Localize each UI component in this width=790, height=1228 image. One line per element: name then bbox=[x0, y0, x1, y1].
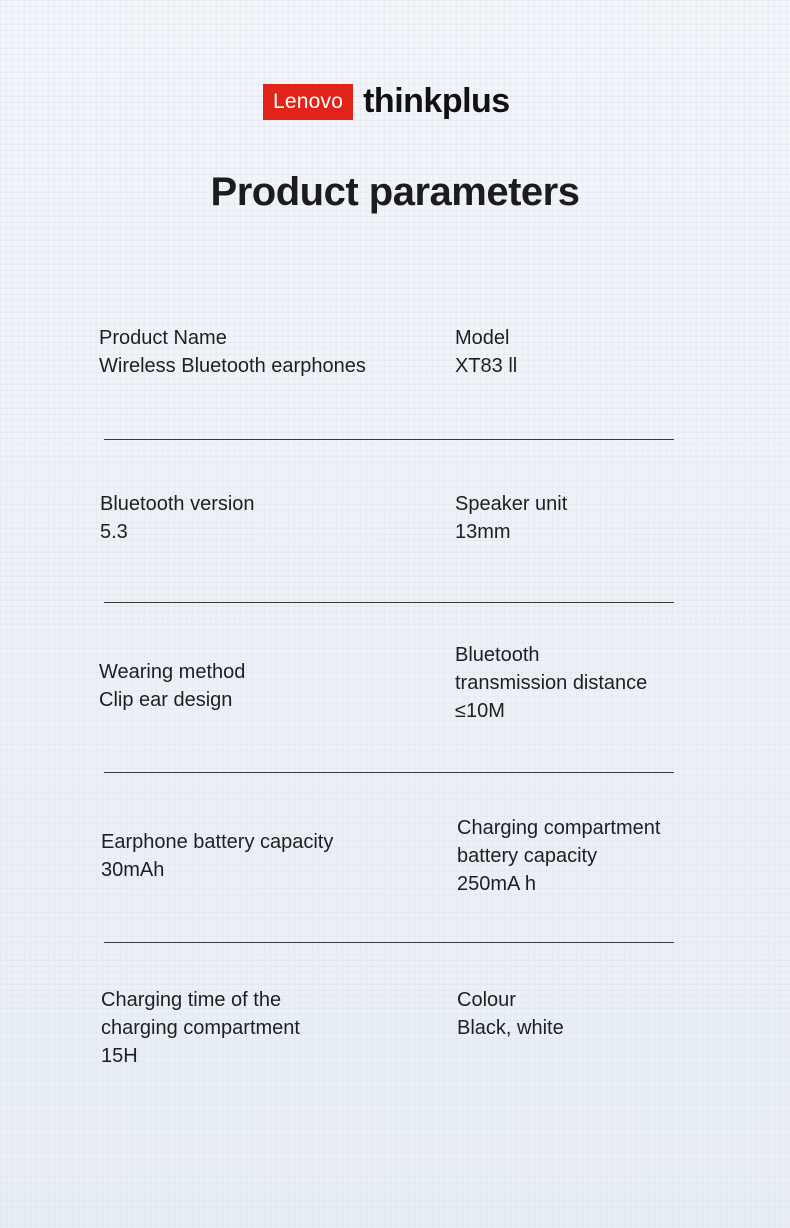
brand-logo bbox=[263, 82, 510, 121]
param-label: Product Name bbox=[99, 327, 227, 349]
thinkplus-logo: thinkplus bbox=[363, 82, 510, 120]
param-charging-time bbox=[101, 986, 300, 1070]
param-value: 250mA h bbox=[457, 873, 536, 895]
param-value: ≤10M bbox=[455, 700, 505, 722]
param-transmission-distance bbox=[455, 641, 647, 725]
row-divider bbox=[104, 772, 674, 773]
param-label-line2: battery capacity bbox=[457, 845, 598, 867]
page-title: Product parameters bbox=[210, 170, 580, 214]
param-label-line2: charging compartment bbox=[101, 1017, 300, 1039]
row-divider bbox=[104, 602, 674, 603]
row-divider bbox=[104, 942, 674, 943]
param-label-line1: Charging compartment bbox=[457, 817, 661, 839]
param-value: 13mm bbox=[455, 521, 511, 543]
param-value: Clip ear design bbox=[99, 689, 233, 711]
param-product-name bbox=[99, 324, 366, 380]
lenovo-logo: Lenovo bbox=[263, 84, 353, 120]
param-earphone-battery bbox=[101, 828, 333, 884]
param-value: XT83 ll bbox=[455, 355, 518, 377]
param-value: Wireless Bluetooth earphones bbox=[99, 355, 366, 377]
param-value: 5.3 bbox=[100, 521, 128, 543]
param-value: 30mAh bbox=[101, 859, 165, 881]
param-label: Bluetooth version bbox=[100, 493, 255, 515]
param-compartment-battery bbox=[457, 814, 660, 898]
param-model bbox=[455, 324, 517, 380]
param-label-line1: Charging time of the bbox=[101, 989, 282, 1011]
param-bluetooth-version bbox=[100, 490, 255, 546]
param-value: Black, white bbox=[457, 1017, 564, 1039]
param-wearing-method bbox=[99, 658, 245, 714]
param-value: 15H bbox=[101, 1045, 138, 1067]
param-label-line2: transmission distance bbox=[455, 672, 648, 694]
param-label: Model bbox=[455, 327, 510, 349]
param-label: Earphone battery capacity bbox=[101, 831, 334, 853]
param-colour bbox=[457, 986, 564, 1042]
param-label: Wearing method bbox=[99, 661, 246, 683]
param-label: Speaker unit bbox=[455, 493, 568, 515]
row-divider bbox=[104, 439, 674, 440]
param-label: Colour bbox=[457, 989, 516, 1011]
param-speaker-unit bbox=[455, 490, 567, 546]
param-label-line1: Bluetooth bbox=[455, 644, 540, 666]
